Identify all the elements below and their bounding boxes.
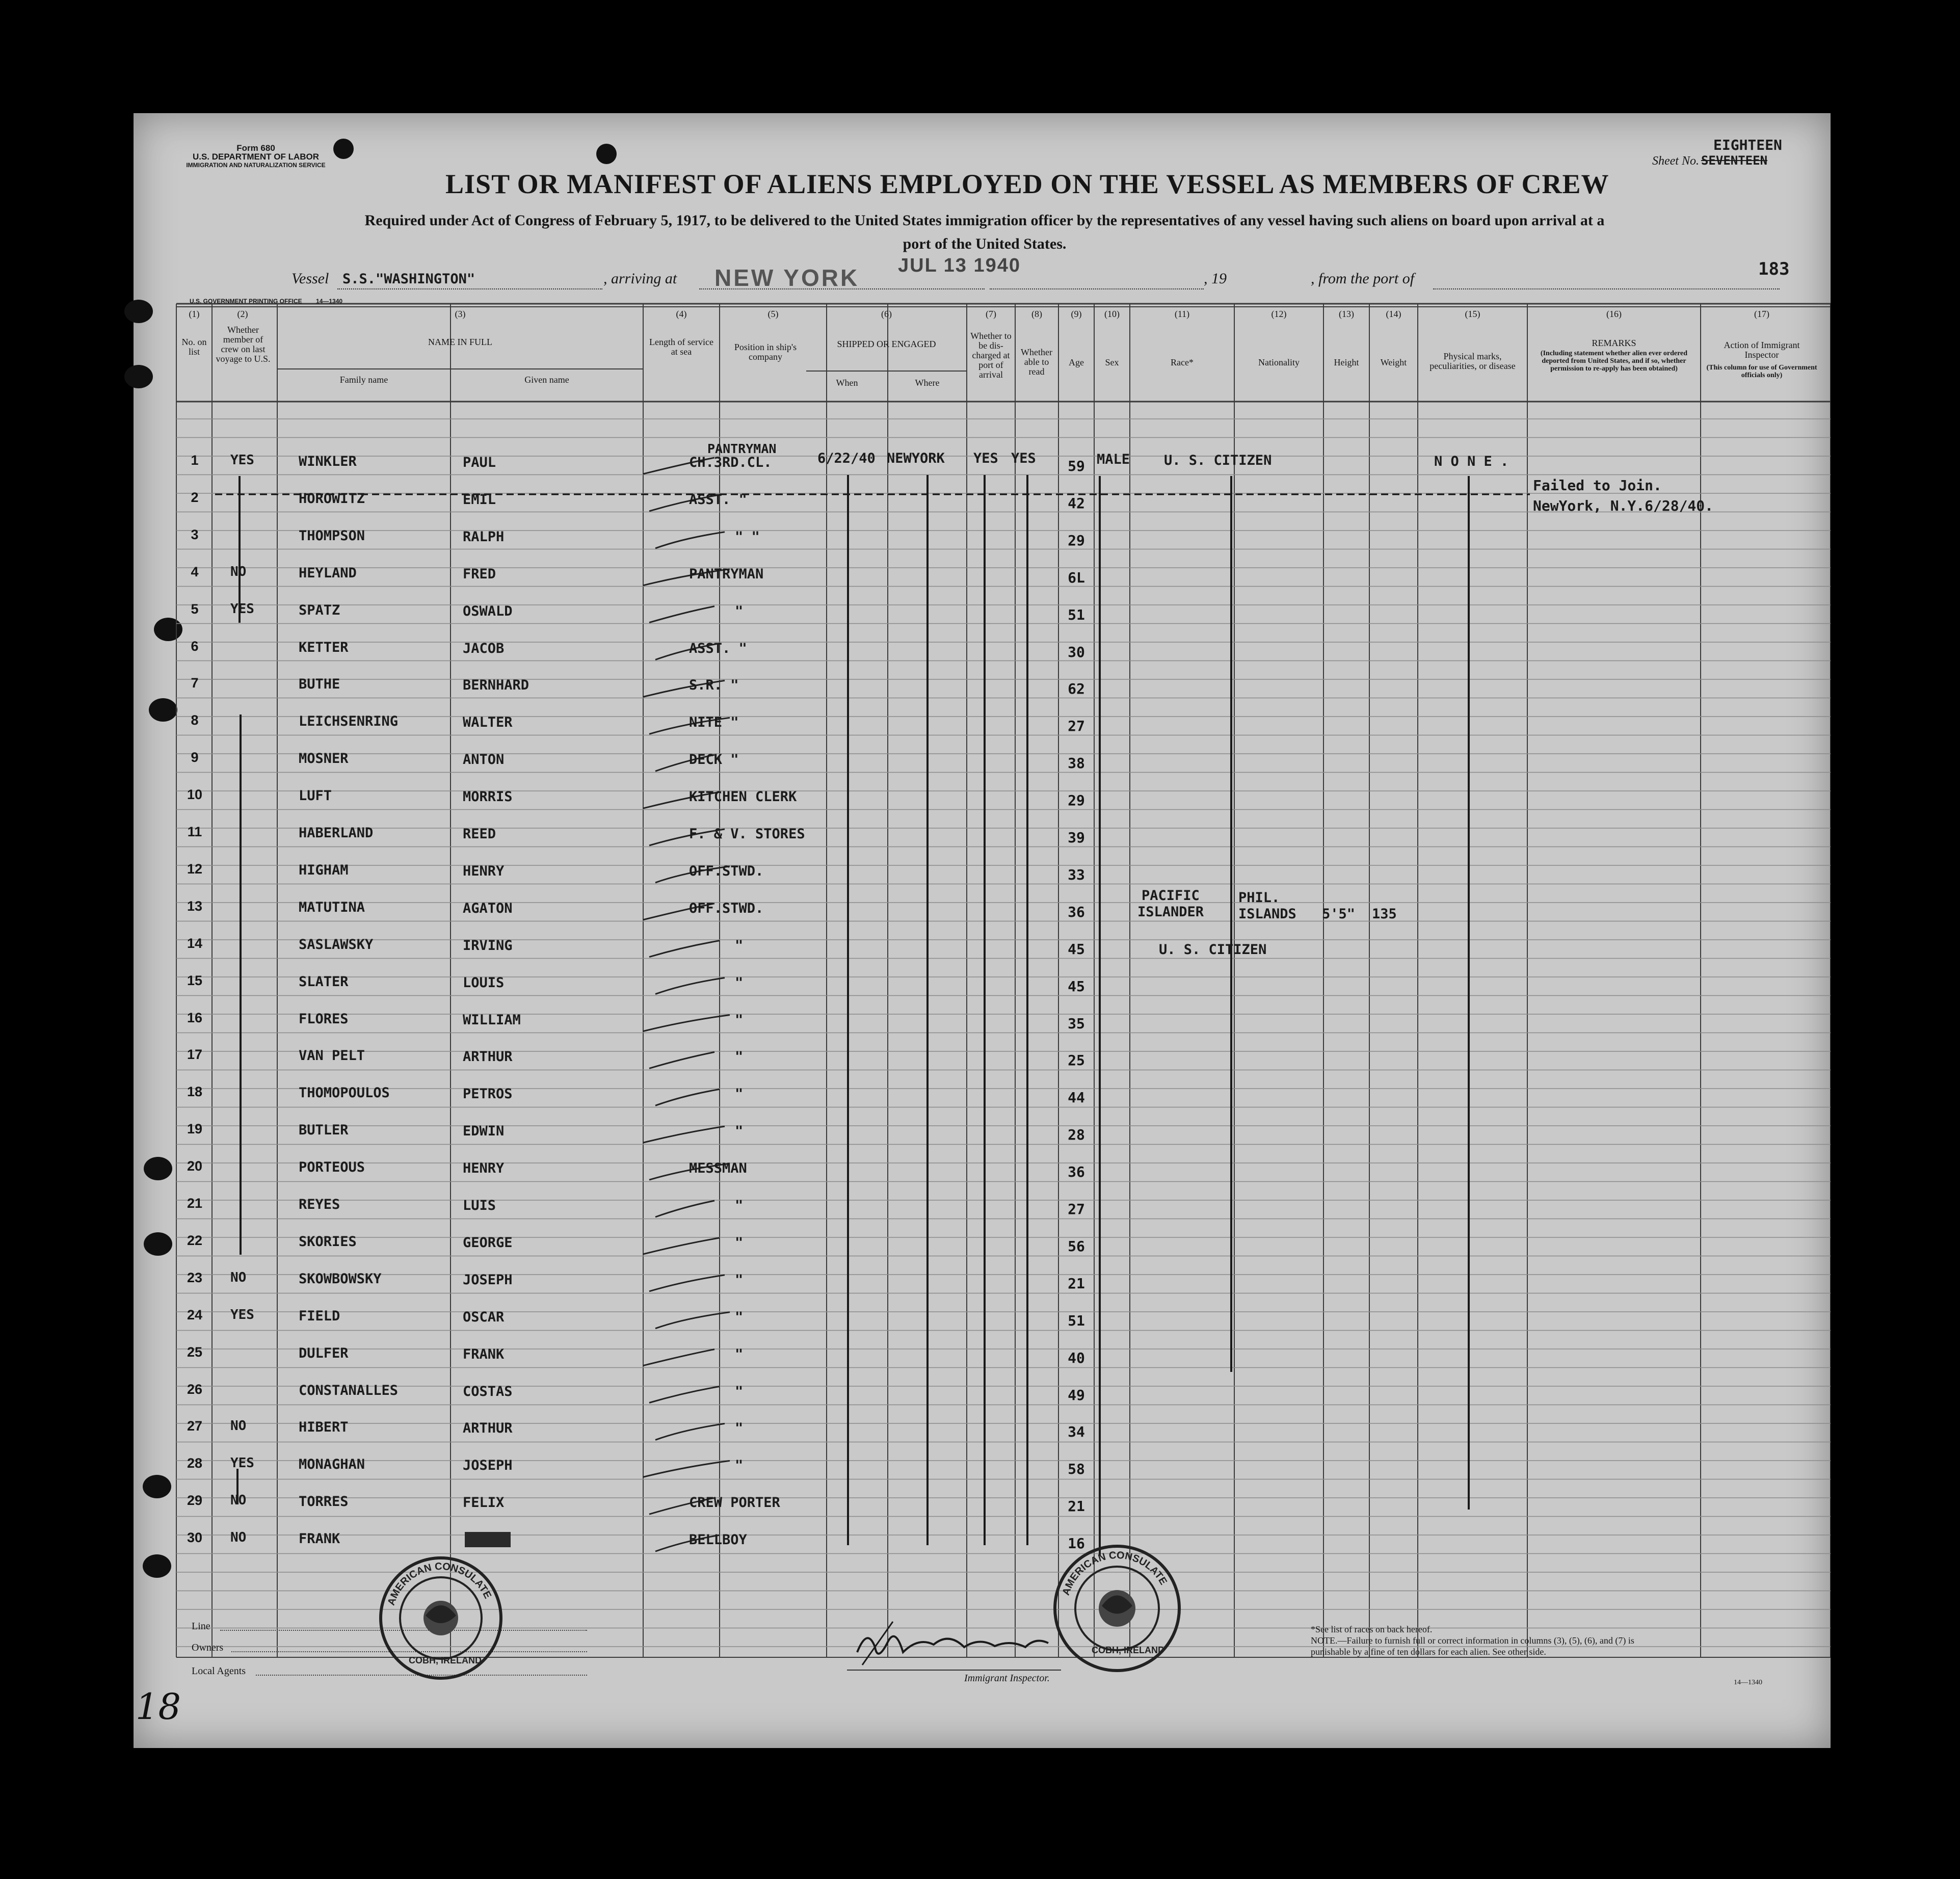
row-number: 21 — [187, 1196, 203, 1211]
row-family-name: PORTEOUS — [299, 1159, 365, 1176]
sheet-value: EIGHTEEN — [1713, 137, 1782, 153]
row-family-name: LUFT — [299, 788, 332, 804]
header-where: Where — [915, 378, 940, 388]
page-title: LIST OR MANIFEST OF ALIENS EMPLOYED ON THE VESSEL AS MEMBERS OF CREW — [445, 169, 1609, 199]
row-number: 20 — [187, 1158, 203, 1174]
service-length-mark — [649, 941, 720, 957]
row-position-2: PANTRYMAN — [707, 441, 777, 456]
subtitle-line2: port of the United States. — [903, 235, 1067, 252]
service-length-mark — [655, 978, 725, 994]
row-position: " — [735, 1049, 744, 1065]
row-given-name: PETROS — [463, 1086, 513, 1102]
agents-label: Local Agents — [192, 1665, 246, 1677]
row-number: 27 — [187, 1418, 203, 1434]
row-age: 59 — [1068, 458, 1085, 474]
sheet-label: Sheet No. — [1652, 154, 1699, 168]
row-age: 28 — [1068, 1126, 1085, 1144]
row-number: 24 — [187, 1307, 203, 1322]
vessel-value: S.S."WASHINGTON" — [342, 271, 475, 287]
row-given-name: HENRY — [463, 863, 505, 879]
col-number-8: (8) — [1031, 309, 1042, 319]
header-family-name: Family name — [339, 375, 388, 385]
row1-where: NEWYORK — [887, 451, 945, 466]
service-length-mark — [643, 1126, 725, 1143]
service-length-mark — [643, 1349, 714, 1366]
row-given-name: WILLIAM — [463, 1012, 521, 1028]
row-age: 51 — [1068, 1312, 1085, 1329]
page-number: 183 — [1758, 259, 1790, 279]
col-number-14: (14) — [1386, 309, 1401, 319]
row-given-name: ANTON — [463, 752, 505, 768]
service-length-mark — [649, 1052, 714, 1068]
col-number-1: (1) — [189, 309, 200, 319]
inspector-label: Immigrant Inspector. — [964, 1673, 1050, 1684]
row-age: 40 — [1068, 1349, 1085, 1366]
row-position: BELLBOY — [689, 1532, 747, 1548]
col-number-10: (10) — [1104, 309, 1120, 319]
department: U.S. DEPARTMENT OF LABOR — [192, 152, 320, 162]
from-label: , from the port of — [1311, 270, 1415, 287]
service-length-mark — [649, 1275, 725, 1291]
row-age: 35 — [1068, 1015, 1085, 1032]
row-position: " — [735, 1123, 744, 1140]
row-number: 26 — [187, 1381, 203, 1397]
header-name-in-full: NAME IN FULL — [428, 337, 492, 347]
row-number: 10 — [187, 787, 203, 803]
row-position: F. & V. STORES — [689, 826, 805, 842]
inspector-signature — [847, 1617, 1061, 1673]
row-given-name: JOSEPH — [463, 1458, 513, 1474]
row-given-name: ARTHUR — [463, 1420, 513, 1437]
row-position: KITCHEN CLERK — [689, 789, 797, 805]
row-given-name: HENRY — [463, 1160, 505, 1177]
row-position: " " — [735, 528, 760, 545]
row13-nat-1: PHIL. — [1238, 890, 1280, 906]
row-position: " — [735, 1272, 744, 1288]
service-length-mark — [643, 1015, 730, 1031]
service-length-mark — [655, 1201, 714, 1217]
row-age: 38 — [1068, 755, 1085, 772]
row-age: 29 — [1068, 532, 1085, 549]
service-length-mark — [643, 1461, 730, 1477]
row-family-name: SKORIES — [299, 1233, 357, 1250]
row-position: DECK " — [689, 752, 739, 768]
col-number-4: (4) — [676, 309, 687, 319]
row-family-name: TORRES — [299, 1494, 349, 1510]
row-family-name: REYES — [299, 1197, 340, 1212]
row-family-name: WINKLER — [299, 454, 357, 469]
footer-print-code: 14—1340 — [1734, 1679, 1762, 1686]
row-age: 21 — [1068, 1275, 1085, 1292]
row-position: " — [735, 1309, 744, 1325]
header-when: When — [836, 378, 858, 388]
service-length-mark — [643, 1238, 720, 1254]
row-position: CREW PORTER — [689, 1495, 780, 1511]
row-family-name: MOSNER — [299, 751, 349, 767]
row-position: " — [735, 1086, 744, 1102]
row-family-name: THOMPSON — [299, 527, 365, 544]
row-given-name: COSTAS — [463, 1383, 513, 1399]
header-given-name: Given name — [524, 375, 569, 385]
col-number-13: (13) — [1339, 309, 1354, 319]
consulate-text-left: AMERICAN CONSULATE — [385, 1560, 494, 1607]
row-prev-voyage: NO — [230, 1530, 247, 1546]
row-given-name: BERNHARD — [463, 677, 529, 694]
header-remarks-note: (Including statement whether alien ever ordered deported from United States, and if so, whether permission to re-apply has been obtained) — [1540, 350, 1688, 373]
note-star: *See list of races on back hereof. — [1311, 1624, 1433, 1634]
row-number: 9 — [191, 750, 199, 765]
row-given-name: PAUL — [463, 455, 496, 470]
row-given-name: REED — [463, 826, 496, 842]
col-number-7: (7) — [986, 309, 996, 319]
sheet-struck-value: SEVENTEEN — [1701, 153, 1768, 168]
row-given-name: FELIX — [463, 1495, 505, 1511]
row-given-name: ARTHUR — [463, 1049, 513, 1065]
row-number: 3 — [191, 526, 199, 542]
row-family-name: VAN PELT — [299, 1048, 365, 1064]
inspector-line — [847, 1670, 1061, 1671]
row2-remarks-1: Failed to Join. — [1533, 477, 1662, 494]
row-position: " — [735, 1346, 744, 1362]
header-height: Height — [1334, 357, 1359, 367]
consulate-text-right: AMERICAN CONSULATE — [1060, 1549, 1169, 1597]
row-family-name: HEYLAND — [299, 565, 357, 581]
row-prev-voyage: NO — [230, 1418, 247, 1434]
row-given-name: RALPH — [463, 528, 505, 545]
row-given-name: LOUIS — [463, 974, 505, 991]
row-given-name: GEORGE — [463, 1234, 513, 1251]
row-given-name: EDWIN — [463, 1123, 505, 1140]
row-number: 7 — [191, 675, 199, 691]
row-age: 27 — [1068, 1201, 1085, 1218]
header-remarks: REMARKS — [1592, 338, 1636, 348]
row-age: 29 — [1068, 792, 1085, 809]
date-stamp: JUL 13 1940 — [898, 255, 1021, 276]
row-number: 4 — [191, 564, 199, 579]
manifest-sheet — [134, 113, 1831, 1748]
owners-label: Owners — [192, 1642, 224, 1653]
row-number: 19 — [187, 1121, 203, 1137]
header-race: Race* — [1171, 357, 1194, 367]
row-family-name: CONSTANALLES — [299, 1382, 399, 1398]
row-prev-voyage: YES — [230, 1455, 254, 1471]
row-number: 15 — [187, 972, 203, 988]
row-number: 1 — [191, 453, 199, 468]
footer-owners-label — [192, 1642, 223, 1654]
row-position: CH.3RD.CL. — [689, 455, 772, 470]
row-age: 36 — [1068, 1163, 1085, 1181]
header-whether-member: Whether member of crew on last voyage to U.S. — [216, 325, 271, 364]
service-length-mark — [655, 532, 725, 548]
col-number-5: (5) — [767, 309, 779, 319]
row-age: 25 — [1068, 1052, 1085, 1069]
row-family-name: MATUTINA — [299, 899, 365, 915]
service-length-mark — [655, 1089, 720, 1105]
row-family-name: MONAGHAN — [299, 1457, 365, 1473]
row-family-name: BUTHE — [299, 676, 340, 693]
row-age: 34 — [1068, 1423, 1085, 1441]
row-position: S.R. " — [689, 677, 739, 694]
footer-note — [1311, 1624, 1657, 1657]
row-age: 51 — [1068, 606, 1085, 623]
row-family-name: FLORES — [299, 1011, 349, 1027]
row-prev-voyage: NO — [230, 1269, 247, 1285]
row-family-name: SASLAWSKY — [299, 936, 374, 952]
col-number-12: (12) — [1271, 309, 1287, 319]
row-prev-voyage: NO — [230, 1493, 247, 1509]
row-age: 33 — [1068, 866, 1085, 883]
row-position: NITE " — [689, 714, 739, 731]
row-position: " — [735, 1383, 744, 1399]
row-age: 42 — [1068, 494, 1085, 512]
handwritten-page-number: 18 — [136, 1686, 181, 1728]
row1-citizen: U. S. CITIZEN — [1164, 453, 1272, 468]
row13-weight: 135 — [1372, 906, 1397, 922]
header-action: Action of Immigrant Inspector — [1724, 340, 1800, 360]
row-family-name: SKOWBOWSKY — [299, 1271, 382, 1287]
row-prev-voyage: YES — [230, 601, 254, 617]
header-position: Position in ship's company — [734, 342, 797, 362]
row-given-name: MORRIS — [463, 789, 513, 805]
line-label: Line — [192, 1621, 210, 1632]
row-family-name: HABERLAND — [299, 825, 374, 841]
row-number: 23 — [187, 1269, 203, 1285]
row-position: ASST. " — [689, 640, 747, 656]
row13-height: 5'5" — [1322, 906, 1356, 922]
row-number: 2 — [191, 489, 199, 505]
header-length-service: Length of service at sea — [649, 337, 713, 357]
header-discharged: Whether to be dis-charged at port of arrival — [970, 331, 1012, 380]
row-position: " — [735, 974, 744, 991]
row-age: 45 — [1068, 977, 1085, 995]
header-age: Age — [1069, 357, 1084, 367]
row-number: 29 — [187, 1493, 203, 1509]
row-family-name: THOMOPOULOS — [299, 1085, 390, 1101]
year-label: , 19 — [1204, 270, 1227, 287]
row-position: " — [735, 937, 744, 954]
col-number-15: (15) — [1465, 309, 1480, 319]
service-length-mark — [649, 606, 714, 623]
row-age: 36 — [1068, 903, 1085, 920]
row2-remarks-2: NewYork, N.Y.6/28/40. — [1533, 497, 1714, 514]
row-given-name: JOSEPH — [463, 1272, 513, 1288]
row-given-name: LUIS — [463, 1198, 496, 1213]
col-number-17: (17) — [1754, 309, 1769, 319]
header-nationality: Nationality — [1258, 357, 1300, 367]
row14-citizen: U. S. CITIZEN — [1159, 942, 1267, 958]
row-position: " — [735, 1012, 744, 1028]
row-number: 16 — [187, 1010, 203, 1025]
row-given-name: JACOB — [463, 640, 505, 656]
row-number: 25 — [187, 1344, 203, 1360]
row-prev-voyage: YES — [230, 453, 254, 468]
row-family-name: DULFER — [299, 1345, 349, 1361]
row-number: 13 — [187, 898, 203, 914]
row-age: 16 — [1068, 1535, 1085, 1552]
row-age: 58 — [1068, 1461, 1085, 1478]
row13-race-2: ISLANDER — [1137, 904, 1204, 920]
arriving-label: , arriving at — [603, 270, 677, 287]
consulate-city-left: COBH, IRELAND — [409, 1655, 482, 1665]
row-given-name: FRANK — [463, 1346, 505, 1362]
row-number: 14 — [187, 935, 203, 951]
service: IMMIGRATION AND NATURALIZATION SERVICE — [186, 162, 326, 169]
service-length-mark — [649, 1387, 720, 1403]
row1-read: YES — [1011, 451, 1036, 466]
row-family-name: HOROWITZ — [299, 490, 365, 507]
row1-when: 6/22/40 — [817, 451, 876, 466]
row-family-name: FRANK — [299, 1531, 340, 1547]
row1-sex: MALE — [1097, 452, 1130, 467]
row-age: 6L — [1068, 569, 1085, 586]
row-number: 30 — [187, 1530, 203, 1546]
row-position: ASST. " — [689, 491, 747, 508]
arriving-stamp: NEW YORK — [714, 264, 860, 291]
row1-discharged: YES — [973, 451, 998, 466]
row-age: 44 — [1068, 1089, 1085, 1106]
row-position: " — [735, 1420, 744, 1437]
col-number-11: (11) — [1174, 309, 1190, 319]
row-number: 12 — [187, 861, 203, 877]
row-prev-voyage: YES — [230, 1307, 254, 1322]
consulate-city-right: COBH, IRELAND — [1092, 1645, 1164, 1655]
row-given-name: IRVING — [463, 937, 513, 954]
row-position: OFF.STWD. — [689, 900, 764, 916]
row-prev-voyage: NO — [230, 564, 247, 579]
row-family-name: SPATZ — [299, 602, 340, 618]
col-number-3: (3) — [455, 309, 466, 319]
subtitle-line1: Required under Act of Congress of February 5, 1917, to be delivered to the United States immigration officer by the representatives of any vessel having such aliens on board upon arrival at a — [364, 212, 1605, 229]
note-text: NOTE.—Failure to furnish full or correct information in columns (3), (5), (6), and (7) is punishable by a fine of ten dollars for each alien. See other side. — [1311, 1635, 1634, 1657]
row-position: " — [735, 1458, 744, 1474]
printing-code: 14—1340 — [316, 298, 343, 305]
col-number-2: (2) — [237, 309, 248, 319]
row-number: 11 — [187, 824, 202, 839]
row13-race-1: PACIFIC — [1142, 888, 1200, 904]
col-number-16: (16) — [1606, 309, 1622, 319]
row-given-name: OSWALD — [463, 603, 513, 619]
row-given-name: WALTER — [463, 714, 513, 731]
row-position: OFF.STWD. — [689, 863, 764, 879]
row-family-name: HIBERT — [299, 1419, 349, 1436]
row-family-name: SLATER — [299, 973, 349, 990]
row-family-name: KETTER — [299, 639, 349, 655]
footer-line-label — [192, 1621, 210, 1632]
row-family-name: BUTLER — [299, 1122, 349, 1139]
row-family-name: HIGHAM — [299, 862, 349, 878]
row-given-name: FRED — [463, 566, 496, 582]
header-able-to-read: Whether able to read — [1021, 347, 1052, 377]
row-age: 45 — [1068, 940, 1085, 958]
row1-marks: N O N E . — [1434, 454, 1509, 469]
row-age: 30 — [1068, 643, 1085, 660]
row-age: 21 — [1068, 1498, 1085, 1515]
header-no-on-list: No. on list — [181, 337, 207, 357]
row-position: " — [735, 1198, 744, 1213]
row-number: 22 — [187, 1232, 203, 1248]
row-given-name: AGATON — [463, 900, 513, 916]
footer-agents-label — [192, 1665, 246, 1677]
row-given-name: EMIL — [463, 491, 496, 508]
row-age: 62 — [1068, 680, 1085, 698]
row-position: " — [735, 1234, 744, 1251]
header-sex: Sex — [1105, 357, 1119, 367]
row-number: 18 — [187, 1084, 203, 1100]
printing-office-label: U.S. GOVERNMENT PRINTING OFFICE — [190, 298, 302, 305]
row-age: 27 — [1068, 718, 1085, 735]
header-weight: Weight — [1380, 357, 1407, 367]
row-given-name: OSCAR — [463, 1309, 505, 1325]
service-length-mark — [655, 1312, 730, 1329]
vessel-label: Vessel — [292, 270, 329, 287]
row-position: MESSMAN — [689, 1160, 747, 1177]
row-age: 49 — [1068, 1386, 1085, 1404]
row-age: 56 — [1068, 1237, 1085, 1255]
row-number: 28 — [187, 1455, 203, 1471]
row-number: 5 — [191, 601, 199, 617]
row-age: 39 — [1068, 829, 1085, 846]
row13-nat-2: ISLANDS — [1238, 906, 1296, 922]
service-length-mark — [655, 1423, 725, 1440]
row-position: " — [735, 603, 744, 619]
form-number: Form 680 — [236, 143, 275, 153]
row-number: 17 — [187, 1047, 203, 1063]
header-physical-marks: Physical marks, peculiarities, or disease — [1429, 351, 1516, 371]
row-number: 6 — [191, 638, 199, 654]
row-family-name: FIELD — [299, 1308, 340, 1324]
header-shipped-engaged: SHIPPED OR ENGAGED — [837, 339, 936, 349]
header-action-note: (This column for use of Government officials only) — [1706, 364, 1817, 379]
redacted-given-name — [465, 1532, 511, 1547]
row-number: 8 — [191, 712, 199, 728]
col-number-6: (6) — [881, 309, 892, 319]
row-family-name: LEICHSENRING — [299, 713, 399, 730]
col-number-9: (9) — [1071, 309, 1082, 319]
row-position: PANTRYMAN — [689, 566, 764, 582]
